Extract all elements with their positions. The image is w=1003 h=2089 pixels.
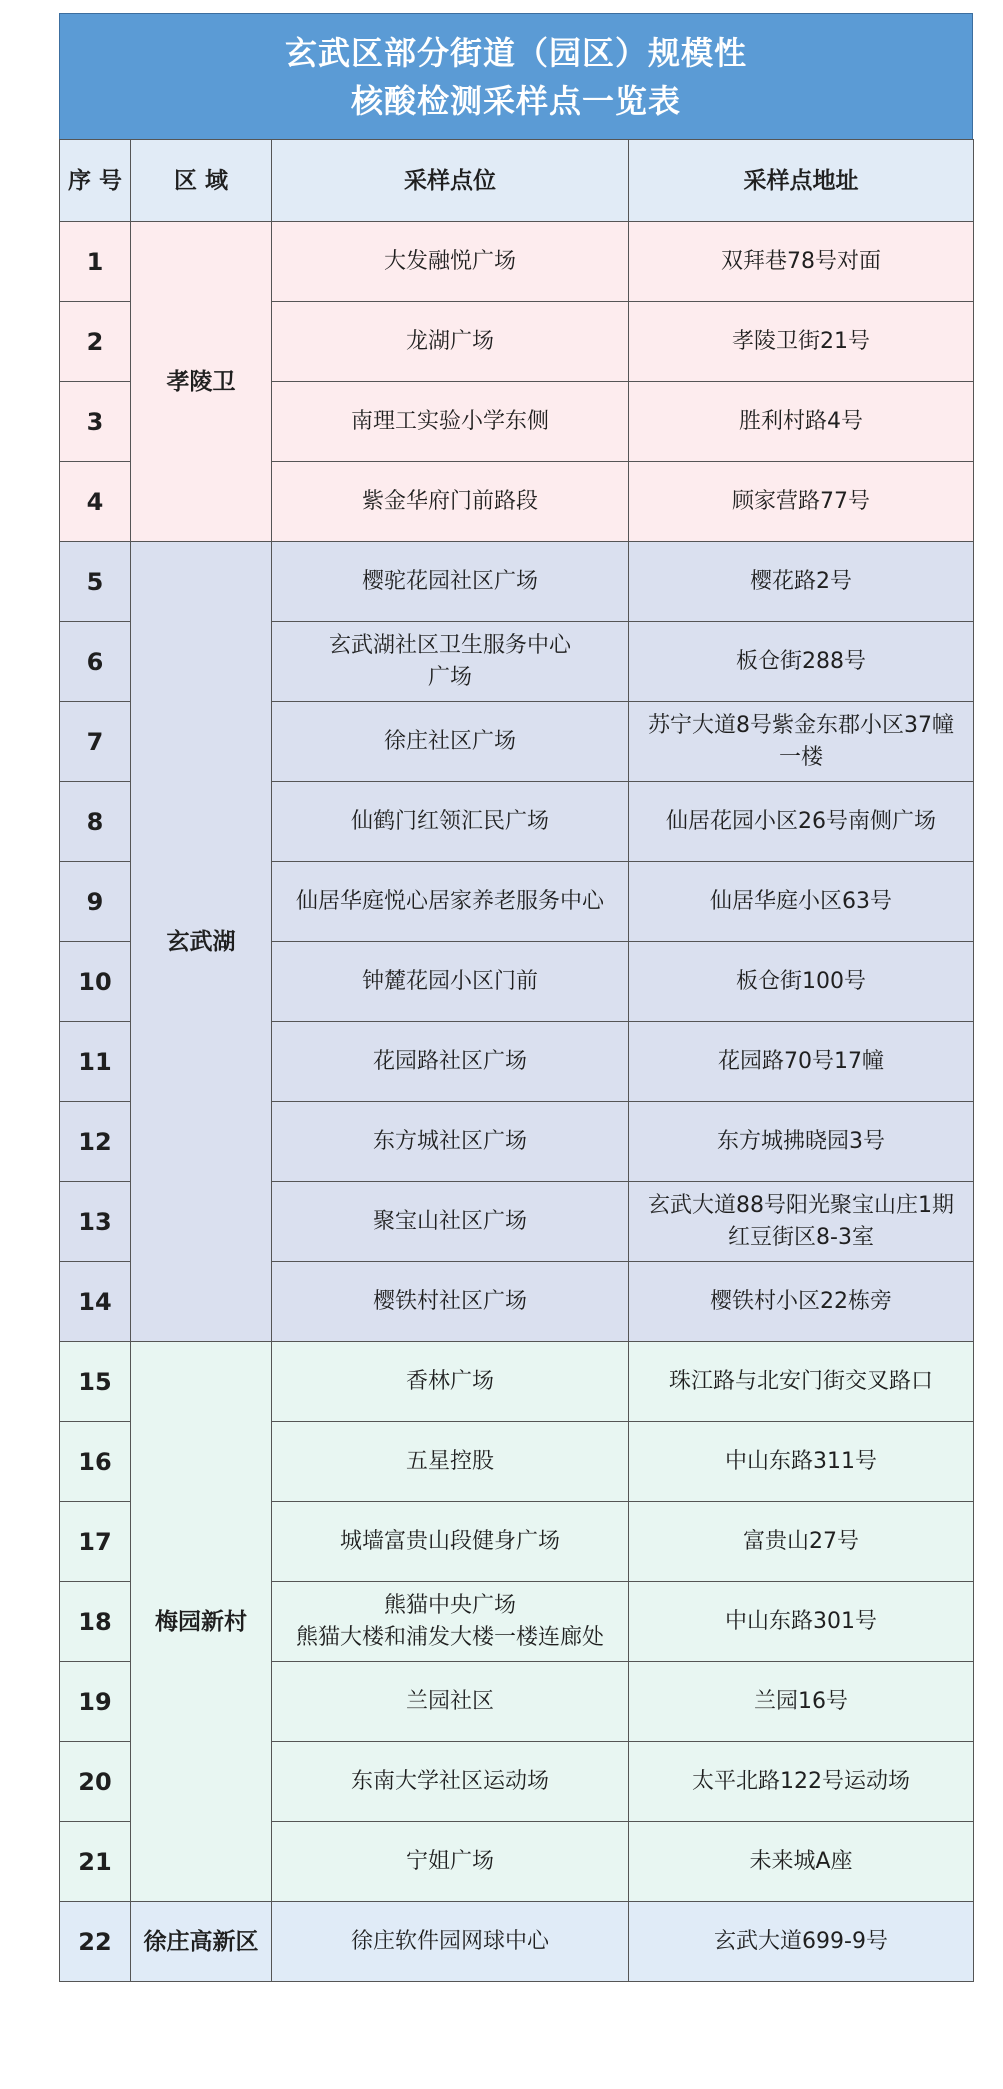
row-address: 玄武大道699-9号 <box>629 1902 974 1982</box>
row-index: 12 <box>60 1102 131 1182</box>
row-address: 仙居花园小区26号南侧广场 <box>629 782 974 862</box>
row-address: 苏宁大道8号紫金东郡小区37幢 一楼 <box>629 702 974 782</box>
row-site: 香林广场 <box>272 1342 629 1422</box>
table-row <box>60 542 974 622</box>
row-site: 龙湖广场 <box>272 302 629 382</box>
row-address: 富贵山27号 <box>629 1502 974 1582</box>
row-site: 紫金华府门前路段 <box>272 462 629 542</box>
row-index: 17 <box>60 1502 131 1582</box>
row-area: 孝陵卫 <box>131 222 272 542</box>
row-index: 5 <box>60 542 131 622</box>
row-address: 板仓街100号 <box>629 942 974 1022</box>
row-index: 18 <box>60 1582 131 1662</box>
row-area: 玄武湖 <box>131 542 272 1342</box>
row-area: 梅园新村 <box>131 1342 272 1902</box>
row-site: 玄武湖社区卫生服务中心 广场 <box>272 622 629 702</box>
header-row <box>60 140 974 222</box>
row-address: 未来城A座 <box>629 1822 974 1902</box>
row-site: 徐庄社区广场 <box>272 702 629 782</box>
row-site: 城墙富贵山段健身广场 <box>272 1502 629 1582</box>
row-address: 樱铁村小区22栋旁 <box>629 1262 974 1342</box>
row-site: 樱铁村社区广场 <box>272 1262 629 1342</box>
row-address: 花园路70号17幢 <box>629 1022 974 1102</box>
row-address: 孝陵卫街21号 <box>629 302 974 382</box>
row-index: 16 <box>60 1422 131 1502</box>
row-index: 6 <box>60 622 131 702</box>
row-site: 宁姐广场 <box>272 1822 629 1902</box>
row-index: 1 <box>60 222 131 302</box>
row-site: 钟麓花园小区门前 <box>272 942 629 1022</box>
row-site: 东方城社区广场 <box>272 1102 629 1182</box>
row-index: 15 <box>60 1342 131 1422</box>
row-index: 4 <box>60 462 131 542</box>
row-index: 14 <box>60 1262 131 1342</box>
row-address: 樱花路2号 <box>629 542 974 622</box>
row-address: 板仓街288号 <box>629 622 974 702</box>
sampling-sites-table <box>59 139 974 1982</box>
row-address: 中山东路301号 <box>629 1582 974 1662</box>
row-site: 仙鹤门红领汇民广场 <box>272 782 629 862</box>
table-title <box>59 13 973 139</box>
row-area: 徐庄高新区 <box>131 1902 272 1982</box>
row-address: 玄武大道88号阳光聚宝山庄1期 红豆街区8-3室 <box>629 1182 974 1262</box>
row-site: 花园路社区广场 <box>272 1022 629 1102</box>
row-index: 11 <box>60 1022 131 1102</box>
row-index: 21 <box>60 1822 131 1902</box>
row-site: 仙居华庭悦心居家养老服务中心 <box>272 862 629 942</box>
header-area: 区 域 <box>131 140 272 222</box>
row-address: 胜利村路4号 <box>629 382 974 462</box>
title-line-2: 核酸检测采样点一览表 <box>350 81 681 120</box>
table-body <box>60 222 974 1982</box>
row-index: 9 <box>60 862 131 942</box>
row-index: 22 <box>60 1902 131 1982</box>
row-address: 兰园16号 <box>629 1662 974 1742</box>
row-index: 2 <box>60 302 131 382</box>
table-row <box>60 1342 974 1422</box>
row-site: 樱驼花园社区广场 <box>272 542 629 622</box>
row-site: 徐庄软件园网球中心 <box>272 1902 629 1982</box>
row-index: 20 <box>60 1742 131 1822</box>
row-index: 3 <box>60 382 131 462</box>
row-address: 仙居华庭小区63号 <box>629 862 974 942</box>
row-address: 双拜巷78号对面 <box>629 222 974 302</box>
row-index: 8 <box>60 782 131 862</box>
row-site: 大发融悦广场 <box>272 222 629 302</box>
row-site: 聚宝山社区广场 <box>272 1182 629 1262</box>
row-address: 中山东路311号 <box>629 1422 974 1502</box>
row-index: 13 <box>60 1182 131 1262</box>
header-index: 序 号 <box>60 140 131 222</box>
table-row <box>60 222 974 302</box>
row-address: 珠江路与北安门街交叉路口 <box>629 1342 974 1422</box>
row-site: 东南大学社区运动场 <box>272 1742 629 1822</box>
row-site: 熊猫中央广场 熊猫大楼和浦发大楼一楼连廊处 <box>272 1582 629 1662</box>
row-index: 7 <box>60 702 131 782</box>
header-address: 采样点地址 <box>629 140 974 222</box>
row-address: 顾家营路77号 <box>629 462 974 542</box>
table-row <box>60 1902 974 1982</box>
row-site: 五星控股 <box>272 1422 629 1502</box>
row-index: 10 <box>60 942 131 1022</box>
row-index: 19 <box>60 1662 131 1742</box>
row-address: 东方城拂晓园3号 <box>629 1102 974 1182</box>
table-container <box>59 13 973 1982</box>
row-site: 南理工实验小学东侧 <box>272 382 629 462</box>
header-site: 采样点位 <box>272 140 629 222</box>
row-address: 太平北路122号运动场 <box>629 1742 974 1822</box>
row-site: 兰园社区 <box>272 1662 629 1742</box>
title-line-1: 玄武区部分街道（园区）规模性 <box>284 33 747 72</box>
